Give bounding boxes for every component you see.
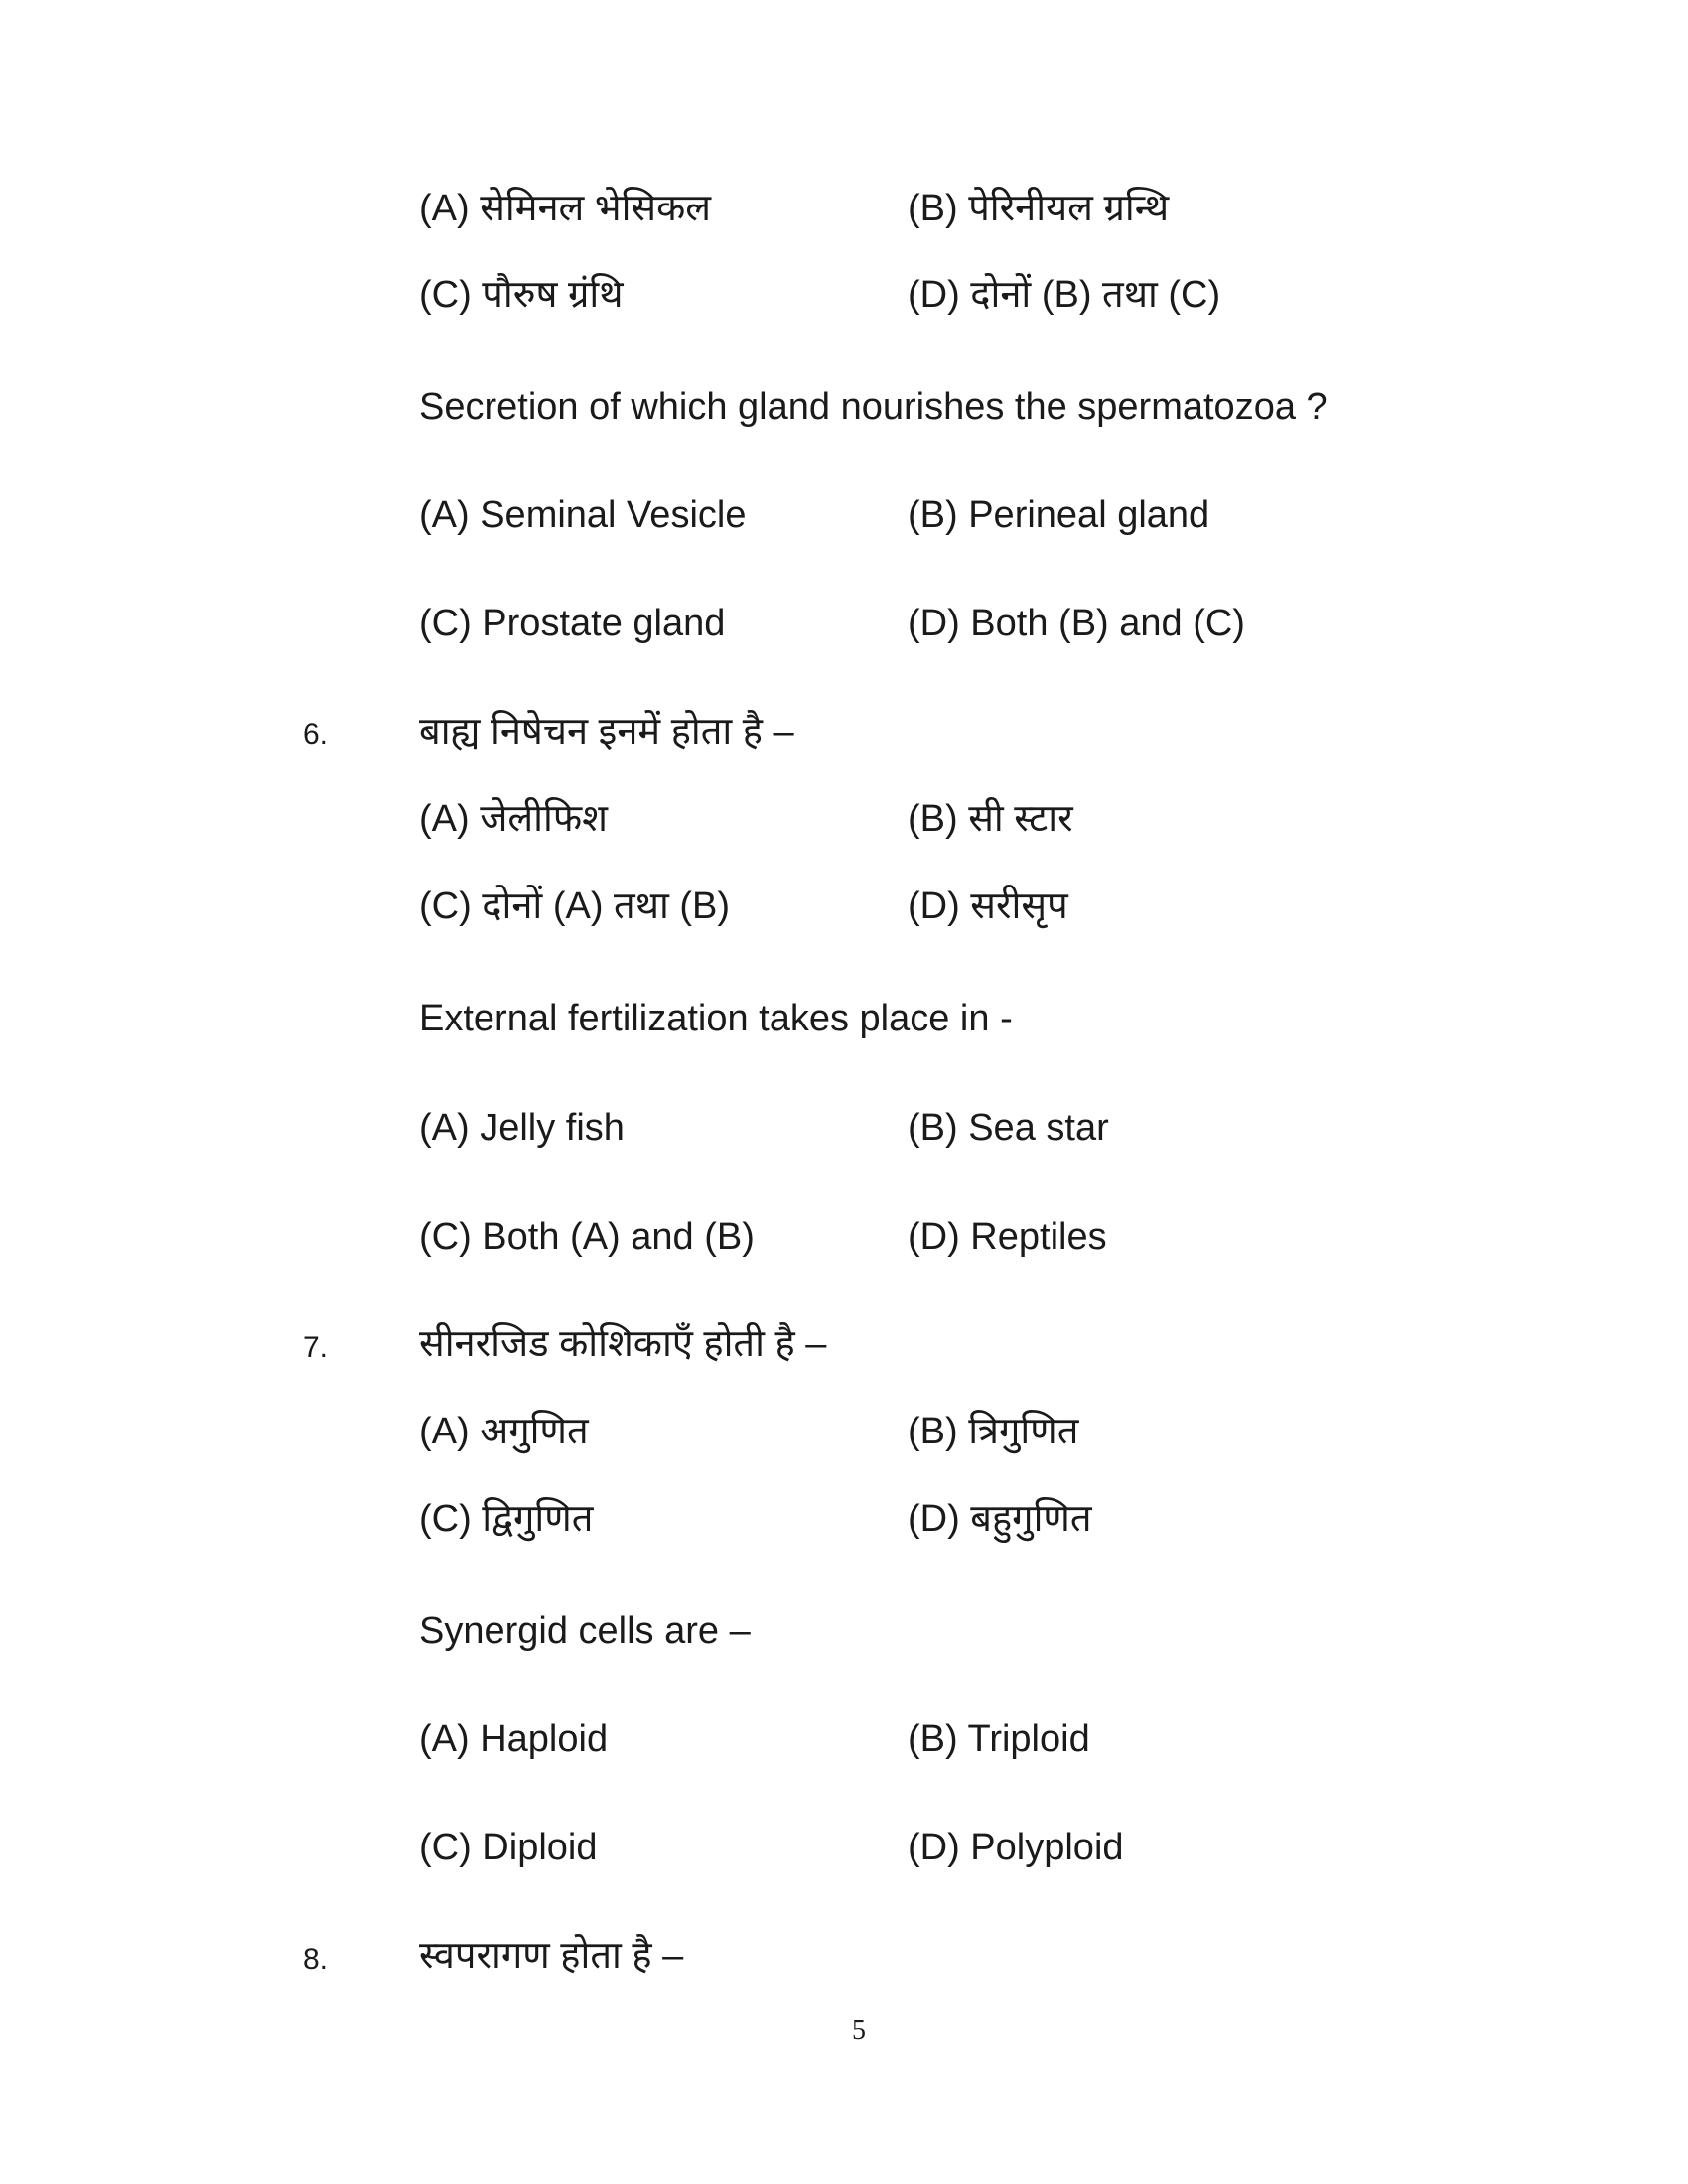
- q6-option-a-hindi: (A) जेलीफिश: [419, 798, 608, 840]
- q6-option-b-hindi: (B) सी स्टार: [908, 798, 1073, 840]
- question-number-8: 8.: [303, 1943, 329, 1976]
- q6-option-a-english: (A) Jelly fish: [419, 1107, 625, 1149]
- q7-option-d-english: (D) Polyploid: [908, 1827, 1124, 1868]
- q6-option-b-english: (B) Sea star: [908, 1107, 1109, 1149]
- option-b-english: (B) Perineal gland: [908, 494, 1210, 536]
- option-c-english: (C) Prostate gland: [419, 603, 726, 644]
- q7-option-c-hindi: (C) द्विगुणित: [419, 1498, 594, 1540]
- option-c-hindi: (C) पौरुष ग्रंथि: [419, 274, 624, 316]
- q6-question-english: External fertilization takes place in -: [419, 998, 1013, 1039]
- q7-question-hindi: सीनरजिड कोशिकाएँ होती है –: [419, 1323, 827, 1365]
- q6-option-d-hindi: (D) सरीसृप: [908, 886, 1068, 927]
- question-text-english: Secretion of which gland nourishes the spermatozoa ?: [419, 386, 1328, 428]
- q7-option-c-english: (C) Diploid: [419, 1827, 598, 1868]
- q8-question-hindi: स्वपरागण होता है –: [419, 1935, 684, 1977]
- q7-question-english: Synergid cells are –: [419, 1610, 751, 1652]
- q7-option-d-hindi: (D) बहुगुणित: [908, 1498, 1092, 1540]
- q6-option-c-hindi: (C) दोनों (A) तथा (B): [419, 886, 731, 927]
- q7-option-b-english: (B) Triploid: [908, 1718, 1090, 1760]
- q6-option-c-english: (C) Both (A) and (B): [419, 1216, 755, 1258]
- option-a-english: (A) Seminal Vesicle: [419, 494, 747, 536]
- option-b-hindi: (B) पेरिनीयल ग्रन्थि: [908, 188, 1170, 229]
- question-number-6: 6.: [303, 718, 329, 751]
- page-number: 5: [852, 2015, 866, 2046]
- q6-question-hindi: बाह्य निषेचन इनमें होता है –: [419, 711, 794, 752]
- question-number-7: 7.: [303, 1331, 329, 1364]
- option-a-hindi: (A) सेमिनल भेसिकल: [419, 188, 712, 229]
- option-d-english: (D) Both (B) and (C): [908, 603, 1245, 644]
- option-d-hindi: (D) दोनों (B) तथा (C): [908, 274, 1221, 316]
- q7-option-b-hindi: (B) त्रिगुणित: [908, 1411, 1079, 1452]
- q7-option-a-hindi: (A) अगुणित: [419, 1411, 589, 1452]
- q7-option-a-english: (A) Haploid: [419, 1718, 609, 1760]
- q6-option-d-english: (D) Reptiles: [908, 1216, 1107, 1258]
